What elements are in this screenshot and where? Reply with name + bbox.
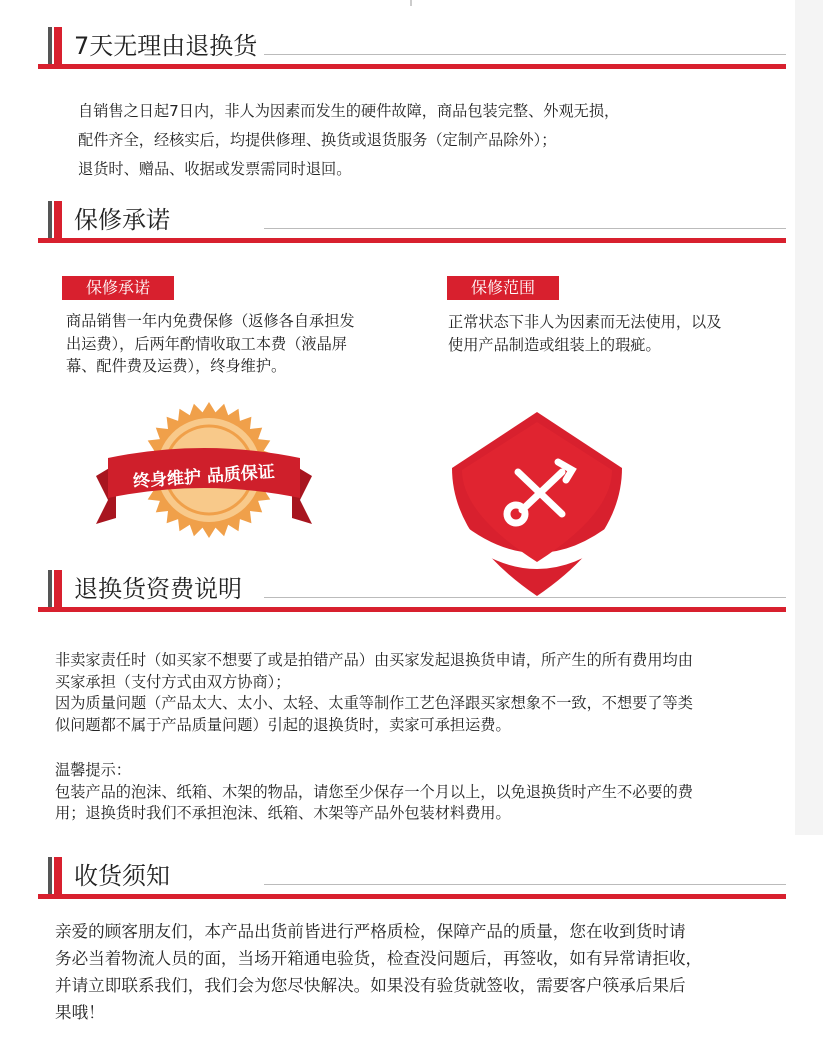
header-rule-red [38,64,786,69]
fees-line: 用；退换货时我们不承担泡沫、纸箱、木架等产品外包装材料费用。 [55,804,511,822]
right-edge-strip [795,0,823,835]
receipt-line: 亲爱的顾客朋友们，本产品出货前皆进行严格质检，保障产品的质量，您在收到货时请 [55,922,686,941]
tip-label: 温馨提示： [55,761,131,779]
header-accent-dark [48,201,52,239]
section-title-warranty: 保修承诺 [74,206,170,234]
section-title-receipt: 收货须知 [74,862,170,890]
receipt-notice-text [55,918,702,1026]
fees-line: 似问题都不属于产品质量问题）引起的退换货时，卖家可承担运费。 [55,715,511,734]
warranty-promise-text [66,310,355,378]
top-divider-mark [410,0,412,6]
header-rule-red [38,238,786,243]
section-header-warranty [38,201,786,243]
fees-text-block1 [55,650,693,736]
scope-line: 正常状态下非人为因素而无法使用，以及 [448,313,722,331]
header-accent-red [54,857,62,895]
seal-badge-text: 终身维护 品质保证 [132,462,276,492]
shield-wrench-icon [452,410,622,596]
fees-line: 因为质量问题（产品太大、太小、太轻、太重等制作工艺色泽跟买家想象不一致，不想要了等类 [55,694,693,712]
return-line: 配件齐全，经核实后，均提供修理、换货或退货服务（定制产品除外）； [78,131,557,149]
tag-warranty-promise: 保修承诺 [62,276,174,300]
fees-line: 包装产品的泡沫、纸箱、木架的物品，请您至少保存一个月以上，以免退换货时产生不必要的费 [55,782,693,801]
fees-text-block2 [55,760,693,825]
promise-line: 幕、配件费及运费），终身维护。 [66,357,287,375]
section-title-return: 7天无理由退换货 [74,32,258,60]
header-accent-dark [48,857,52,895]
header-accent-dark [48,27,52,65]
section-header-receipt [38,857,786,899]
promise-line: 商品销售一年内免费保修（返修各自承担发 [66,312,355,330]
header-accent-red [54,27,62,65]
return-line: 自销售之日起7日内，非人为因素而发生的硬件故障，商品包装完整、外观无损， [78,102,620,120]
section-header-return [38,27,786,69]
header-rule-grey [264,884,786,885]
promise-line: 出运费），后两年酌情收取工本费（液晶屏 [66,334,347,353]
header-rule-grey [264,597,786,598]
receipt-line: 务必当着物流人员的面，当场开箱通电验货，检查没问题后，再签收，如有异常请拒收， [55,949,703,968]
header-accent-red [54,201,62,239]
fees-line: 买家承担（支付方式由双方协商）； [55,672,291,691]
receipt-line: 果哦！ [55,1003,105,1022]
seal-badge-icon [94,400,314,540]
section-header-fees [38,570,786,612]
header-accent-red [54,570,62,608]
header-rule-grey [264,228,786,229]
return-policy-text [78,97,619,184]
header-rule-red [38,894,786,899]
scope-line: 使用产品制造或组装上的瑕疵。 [448,335,661,354]
header-rule-red [38,607,786,612]
receipt-line: 并请立即联系我们，我们会为您尽快解决。如果没有验货就签收，需要客户筷承后果后 [55,976,686,995]
return-line: 退货时、赠品、收据或发票需同时退回。 [78,160,352,178]
header-rule-grey [264,54,786,55]
fees-line: 非卖家责任时（如买家不想要了或是拍错产品）由买家发起退换货申请，所产生的所有费用均由 [55,651,693,669]
section-title-fees: 退换货资费说明 [74,575,242,603]
warranty-scope-text [448,311,721,356]
tag-warranty-scope: 保修范围 [447,276,559,300]
header-accent-dark [48,570,52,608]
